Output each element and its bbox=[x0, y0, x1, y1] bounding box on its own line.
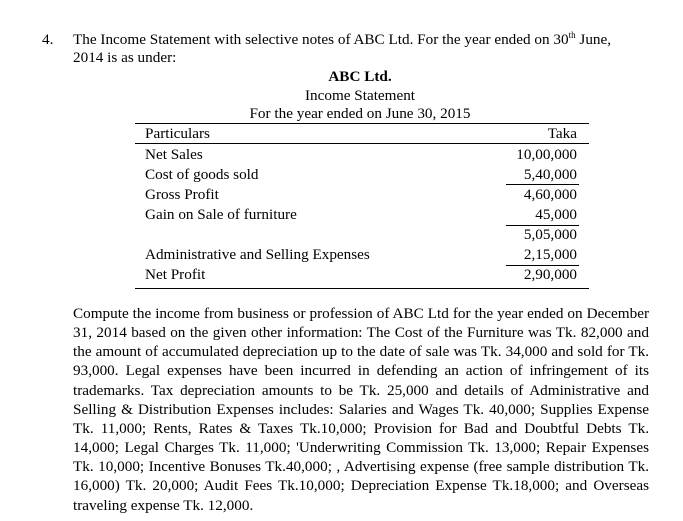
row-value-gain-furniture: 45,000 bbox=[535, 206, 577, 223]
instruction-paragraph: Compute the income from business or profession of ABC Ltd for the year ended on December 31, 2014 based on the given other information: The Cost of the Furniture was Tk. 82,000 and the amount of accumulated depreciation up to the date of sale was Tk. 34,000 and sold for Tk. 93,000. Legal expenses have been incurred in defending an action of infringement of its trademarks. Tax depreciation amounts to be Tk. 25,000 and details of Administrative and Selling & Distribution Expenses includes: Salaries and Wages Tk. 40,000; Supplies Expense Tk. 11,000; Rents, Rates & Taxes Tk.10,000; Provision for Bad and Doubtful Debts Tk. 14,000; Legal Charges Tk. 11,000; 'Underwriting Commission Tk. 13,000; Repair Expenses Tk. 10,000; Incentive Bonuses Tk.40,000; , Advertising expense (free sample distribution Tk. 16,000) Tk. 20,000; Audit Fees Tk.10,000; Depreciation Expense Tk.18,000; and Overseas traveling expense Tk. 12,000. bbox=[73, 305, 649, 514]
row-label-cogs: Cost of goods sold bbox=[145, 166, 259, 183]
row-value-subtotal: 5,05,000 bbox=[523, 226, 577, 243]
question-number: 4. bbox=[42, 31, 54, 48]
question-intro-line1 bbox=[73, 31, 611, 49]
row-label-admin-expenses: Administrative and Selling Expenses bbox=[145, 246, 370, 263]
column-header-amount: Taka bbox=[547, 125, 577, 142]
table-bottom-rule bbox=[135, 288, 589, 289]
row-label-net-profit: Net Profit bbox=[145, 266, 206, 283]
row-label-gross-profit: Gross Profit bbox=[145, 186, 219, 203]
row-value-gross-profit: 4,60,000 bbox=[523, 186, 577, 203]
statement-period: For the year ended on June 30, 2015 bbox=[249, 105, 471, 122]
statement-company: ABC Ltd. bbox=[328, 68, 392, 85]
row-value-net-sales: 10,00,000 bbox=[516, 146, 577, 163]
question-intro-line2: 2014 is as under: bbox=[73, 49, 177, 66]
ordinal-suffix: th bbox=[568, 30, 576, 40]
question-intro-text-end: June, bbox=[575, 31, 612, 48]
row-label-gain-furniture: Gain on Sale of furniture bbox=[145, 206, 297, 223]
column-header-particulars: Particulars bbox=[145, 125, 210, 142]
row-value-net-profit: 2,90,000 bbox=[523, 266, 577, 283]
row-value-cogs: 5,40,000 bbox=[523, 166, 577, 183]
subtotal-underline bbox=[506, 184, 579, 185]
table-top-rule bbox=[135, 123, 589, 124]
row-value-admin-expenses: 2,15,000 bbox=[523, 246, 577, 263]
table-header-rule bbox=[135, 143, 589, 144]
question-intro-text: The Income Statement with selective notes of ABC Ltd. For the year ended on 30 bbox=[73, 31, 569, 48]
statement-title: Income Statement bbox=[304, 87, 416, 104]
row-label-net-sales: Net Sales bbox=[145, 146, 203, 163]
